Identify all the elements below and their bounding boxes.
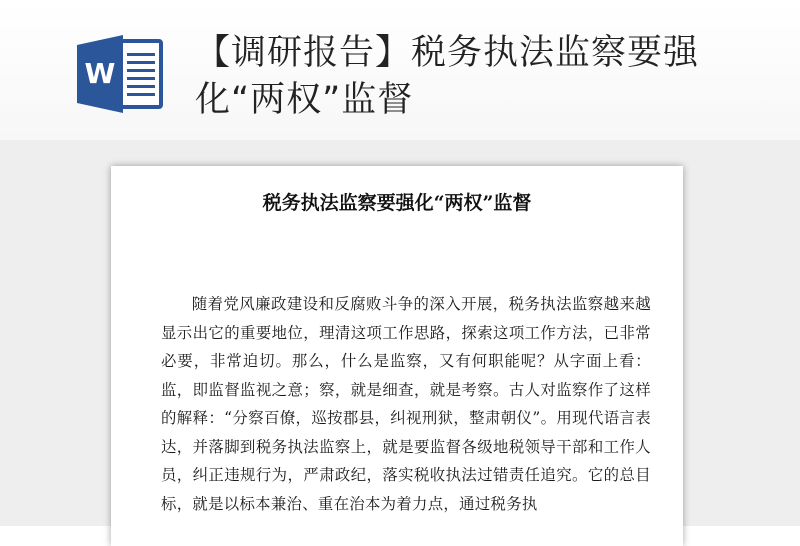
word-document-icon <box>77 35 163 113</box>
document-paragraph: 随着党风廉政建设和反腐败斗争的深入开展，税务执法监察越来越显示出它的重要地位，理清这项工作思路，探索这项工作方法，已非常必要，非常迫切。那么，什么是监察，又有何职能呢？从字面上看：监，即监督监视之意；察，就是细查，就是考察。古人对监察作了这样的解释：“分察百僚，巡按郡县，纠视刑狱，整肃朝仪”。用现代语言表达，并落脚到税务执法监察上，就是要监督各级地税领导干部和工作人员，纠正违规行为，严肃政纪，落实税收执法过错责任追究。它的总目标，就是以标本兼治、重在治本为着力点，通过税务执 <box>161 295 651 513</box>
document-title: 税务执法监察要强化“两权”监督 <box>262 192 532 214</box>
page-title: 【调研报告】税务执法监察要强化“两权”监督 <box>195 33 700 120</box>
document-page-preview <box>111 166 683 546</box>
word-logo-letter: W <box>84 57 116 90</box>
